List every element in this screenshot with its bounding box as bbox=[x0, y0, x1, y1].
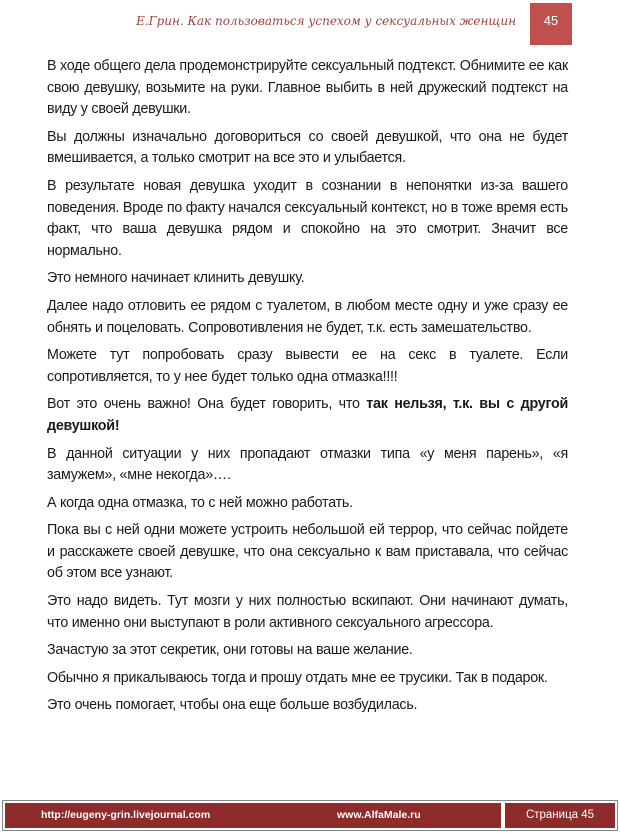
paragraph: Это немного начинает клинить девушку. bbox=[47, 270, 305, 287]
header-page-number: 45 bbox=[530, 3, 572, 45]
footer-alfamale-link[interactable]: www.AlfaMale.ru bbox=[337, 809, 421, 821]
bold-emphasis: так нельзя, т.к. вы с другой девушкой! bbox=[47, 396, 568, 434]
paragraph: Пока вы с ней одни можете устроить небольшой ей террор, что сейчас пойдете и расскажете своей девушке, что она сексуально к вам приставала, что сейчас об этом все узнают. bbox=[47, 522, 568, 582]
paragraph: А когда одна отмазка, то с ней можно работать. bbox=[47, 494, 353, 511]
paragraph: Далее надо отловить ее рядом с туалетом, в любом месте одну и уже сразу ее обнять и поцеловать. Сопровотивления не будет, т.к. есть замешательство. bbox=[47, 297, 568, 336]
paragraph: В ходе общего дела продемонстрируйте сексуальный подтекст. Обнимите ее как свою девушку, возьмите на руки. Главное выбить в ней дружеский подтекст на виду у своей девушки. bbox=[47, 58, 568, 118]
paragraph: Это надо видеть. Тут мозги у них полностью вскипают. Они начинают думать, что именно они выступают в роли активного сексуального агрессора. bbox=[47, 593, 568, 631]
page-body bbox=[47, 56, 568, 723]
paragraph bbox=[47, 394, 568, 437]
footer-page-label: Страница 45 bbox=[505, 803, 615, 828]
page-footer bbox=[2, 800, 618, 831]
footer-livejournal-link[interactable]: http://eugeny-grin.livejournal.com bbox=[41, 809, 211, 821]
paragraph: В данной ситуации у них пропадают отмазки типа «у меня парень», «я замужем», «мне некогда»…. bbox=[47, 445, 568, 484]
paragraph: Это очень помогает, чтобы она еще больше возбудилась. bbox=[47, 697, 418, 714]
running-header-title: Е.Грин. Как пользоваться успехом у сексуальных женщин bbox=[136, 14, 516, 28]
paragraph: Зачастую за этот секретик, они готовы на ваше желание. bbox=[47, 642, 413, 659]
footer-links-bar bbox=[5, 803, 501, 828]
paragraph: Обычно я прикалываюсь тогда и прошу отдать мне ее трусики. Так в подарок. bbox=[47, 669, 548, 686]
paragraph: Вы должны изначально договориться со своей девушкой, что она не будет вмешивается, а только смотрит на все это и улыбается. bbox=[47, 128, 568, 167]
paragraph: Можете тут попробовать сразу вывести ее на секс в туалете. Если сопротивляется, то у нее будет только одна отмазка!!!! bbox=[47, 347, 568, 385]
paragraph: В результате новая девушка уходит в сознании в непонятки из-за вашего поведения. Вроде по факту начался сексуальный контекст, но в тоже время есть факт, что ваша девушка рядом и спокойно на это смотрит. Значит все нормально. bbox=[47, 177, 568, 259]
paragraph-text: Вот это очень важно! Она будет говорить, что bbox=[47, 396, 367, 413]
